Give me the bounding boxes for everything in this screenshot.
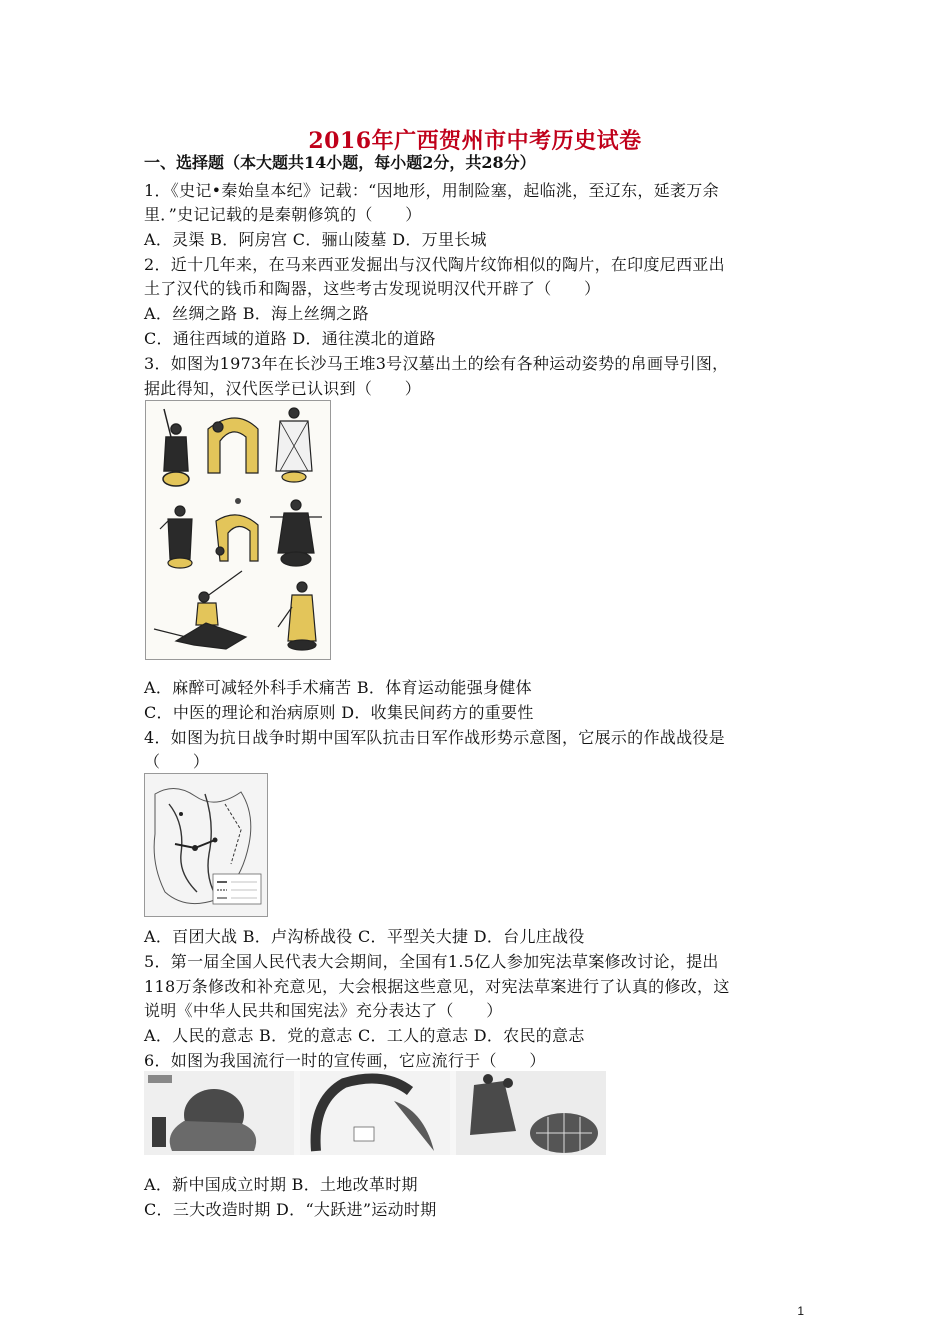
q4-stem-line1: 4．如图为抗日战争时期中国军队抗击日军作战形势示意图，它展示的作战战役是 [144, 728, 725, 747]
battle-situation-map-image [144, 773, 268, 917]
q1-stem-line1: 1．《史记•秦始皇本纪》记载：“因地形，用制险塞，起临洮，至辽东，延袤万余 [144, 181, 719, 200]
section-header: 一、选择题（本大题共14小题，每小题2分，共28分） [144, 153, 536, 172]
propaganda-posters-image [144, 1071, 606, 1155]
q4-stem-line2: （ ） [144, 752, 210, 771]
q5-options: A．人民的意志 B．党的意志 C．工人的意志 D．农民的意志 [144, 1026, 585, 1045]
q3-options-line1: A．麻醉可减轻外科手术痛苦 B．体育运动能强身健体 [144, 678, 532, 697]
q3-options-line2: C．中医的理论和治病原则 D．收集民间药方的重要性 [144, 703, 534, 722]
q5-stem-line2: 118万条修改和补充意见，大会根据这些意见，对宪法草案进行了认真的修改，这 [144, 977, 730, 996]
daoyin-silk-painting-image [145, 400, 331, 660]
exam-title: 2016年广西贺州市中考历史试卷 [308, 128, 642, 154]
q4-options: A．百团大战 B．卢沟桥战役 C．平型关大捷 D．台儿庄战役 [144, 927, 585, 946]
q2-options-line2: C．通往西域的道路 D．通往漠北的道路 [144, 329, 436, 348]
q3-stem-line1: 3．如图为1973年在长沙马王堆3号汉墓出土的绘有各种运动姿势的帛画导引图， [144, 354, 729, 373]
q3-stem-line2: 据此得知，汉代医学已认识到（ ） [144, 379, 422, 398]
q2-stem-line1: 2．近十几年来，在马来西亚发掘出与汉代陶片纹饰相似的陶片，在印度尼西亚出 [144, 255, 725, 274]
q1-options: A．灵渠 B．阿房宫 C．骊山陵墓 D．万里长城 [144, 230, 487, 249]
q2-options-line1: A．丝绸之路 B．海上丝绸之路 [144, 304, 369, 323]
q5-stem-line1: 5．第一届全国人民代表大会期间，全国有1.5亿人参加宪法草案修改讨论，提出 [144, 952, 719, 971]
q6-options-line1: A．新中国成立时期 B．土地改革时期 [144, 1175, 418, 1194]
q6-stem: 6．如图为我国流行一时的宣传画，它应流行于（ ） [144, 1051, 546, 1070]
q2-stem-line2: 土了汉代的钱币和陶器，这些考古发现说明汉代开辟了（ ） [144, 279, 601, 298]
page-number: 1 [797, 1304, 804, 1318]
q1-stem-line2: 里．”史记记载的是秦朝修筑的（ ） [144, 205, 422, 224]
q5-stem-line3: 说明《中华人民共和国宪法》充分表达了（ ） [144, 1001, 503, 1020]
q6-options-line2: C．三大改造时期 D．“大跃进”运动时期 [144, 1200, 437, 1219]
